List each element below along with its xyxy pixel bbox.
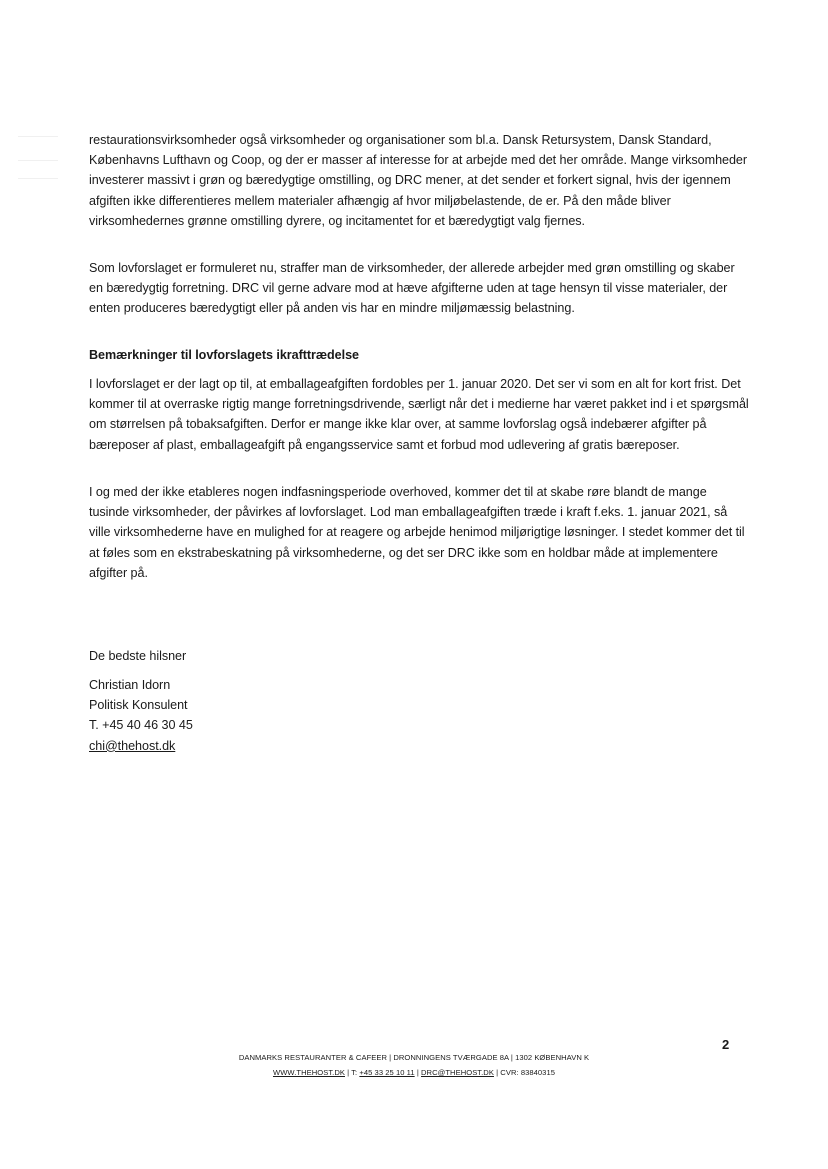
signature-phone: T. +45 40 46 30 45	[89, 718, 193, 733]
signature-block	[89, 675, 749, 756]
scan-artifact	[18, 136, 58, 137]
footer-cvr: | CVR: 83840315	[493, 1068, 555, 1077]
footer-address: DANMARKS RESTAURANTER & CAFEER | DRONNINGENS TVÆRGADE 8A | 1302 KØBENHAVN K	[238, 1053, 590, 1062]
page-number: 2	[722, 1037, 730, 1052]
footer-separator: |	[414, 1068, 421, 1077]
closing-greeting: De bedste hilsner	[89, 649, 187, 663]
signature-name: Christian Idorn	[89, 678, 171, 692]
paragraph-environmental-signal: restaurationsvirksomheder også virksomheder og organisationer som bl.a. Dansk Retursystem, Dansk Standard, Københavns Lufthavn og Coop, og der er masser af interesse for at arbejde med det her område. Mange virksomheder investerer massivt i grøn og bæredygtige omstilling, og DRC mener, at det sender et forkert signal, hvis der igennem afgiften ikke differentieres mellem materialer afhængig af hvor miljøbelastende, de er. På den måde bliver virksomhedernes grønne omstilling dyrere, og incitamentet for et bæredygtigt valg fjernes.	[89, 133, 748, 228]
paragraph-deadline: I lovforslaget er der lagt op til, at emballageafgiften fordobles per 1. januar 2020. Det ser vi som en alt for kort frist. Det kommer til at overraske rigtig mange forretningsdrivende, særligt når det i medierne har været pakket ind i et spørgsmål om størrelsen på tobaksafgiften. Derfor er mange ikke klar over, at samme lovforslag også indebærer afgifter på bæreposer af plast, emballageafgift på engangsservice samt et forbud mod udlevering af gratis bæreposer.	[89, 377, 749, 452]
footer-phone-link[interactable]: +45 33 25 10 11	[359, 1068, 415, 1077]
signature-email-link[interactable]: chi@thehost.dk	[89, 738, 176, 753]
paragraph-green-transition: Som lovforslaget er formuleret nu, straffer man de virksomheder, der allerede arbejder med grøn omstilling og skaber en bæredygtig forretning. DRC vil gerne advare mod at hæve afgifterne uden at tage hensyn til visse materialer, der enten produceres bæredygtigt eller på anden vis har en mindre miljømæssig belastning.	[89, 261, 735, 316]
paragraph-phase-in: I og med der ikke etableres nogen indfasningsperiode overhoved, kommer det til at skabe røre blandt de mange tusinde virksomheder, der påvirkes af lovforslaget. Lod man emballageafgiften træde i kraft f.eks. 1. januar 2021, så ville virksomhederne have en mulighed for at reagere og arbejde henimod miljørigtige løsninger. I stedet kommer det til at føles som en ekstrabeskatning på virksomhederne, og det ser DRC ikke som en holdbar måde at implementere afgifter på.	[89, 485, 745, 580]
footer-website-link[interactable]: WWW.THEHOST.DK	[272, 1068, 345, 1077]
footer-separator: | T:	[344, 1068, 360, 1077]
section-heading: Bemærkninger til lovforslagets ikrafttrædelse	[89, 348, 359, 362]
footer-contact	[0, 1065, 828, 1080]
signature-title: Politisk Konsulent	[89, 698, 188, 713]
scan-artifact	[18, 160, 58, 161]
footer-email-link[interactable]: DRC@THEHOST.DK	[421, 1068, 494, 1077]
scan-artifact	[18, 178, 58, 179]
